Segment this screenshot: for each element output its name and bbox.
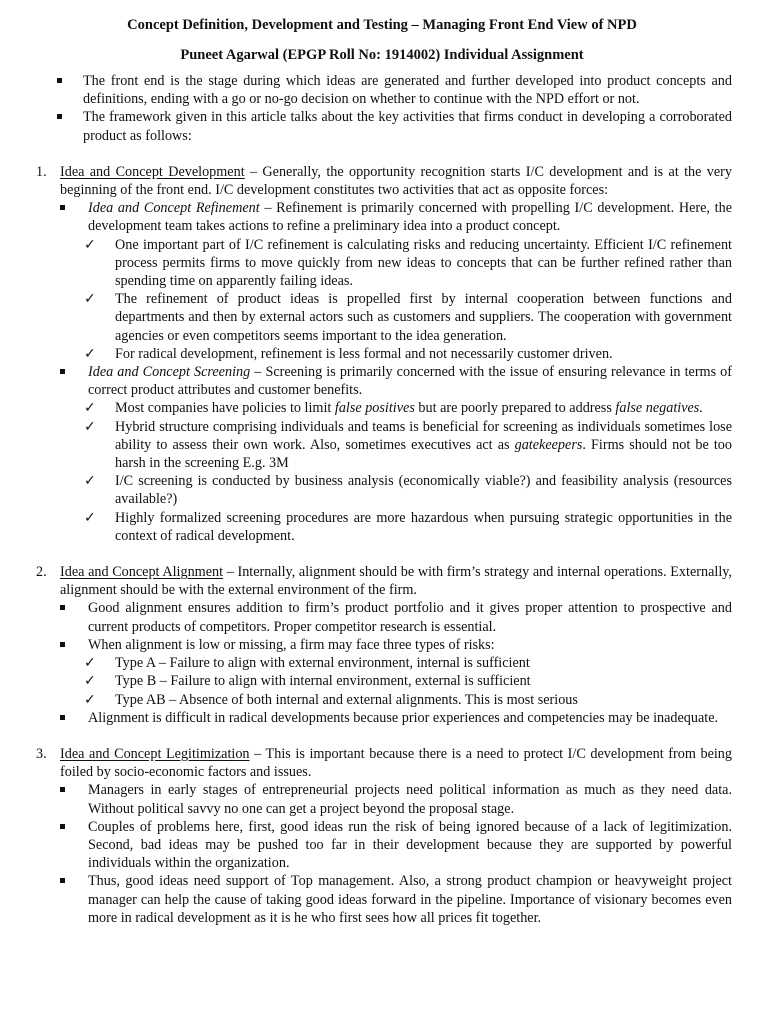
check-icon: ✓ bbox=[84, 691, 96, 708]
check-icon: ✓ bbox=[84, 509, 96, 526]
check-icon: ✓ bbox=[84, 236, 96, 253]
intro-bullet: The front end is the stage during which ideas are generated and further developed into product concepts and definitions, ending with a go or no-go decision on whether to continue with the NPD effort or not. bbox=[32, 72, 732, 108]
alignment-bullet: Alignment is difficult in radical developments because prior experiences and competencies may be inadequate. bbox=[32, 709, 732, 727]
check-icon: ✓ bbox=[84, 400, 96, 417]
legitimization-bullet: Managers in early stages of entrepreneurial projects need political information as much as they need data. Without political savvy no one can get a project beyond the proposal stage. bbox=[32, 781, 732, 817]
section-3: 3. Idea and Concept Legitimization – This is important because there is a need to protect I/C development from being foiled by socio-economic factors and issues. bbox=[36, 745, 732, 781]
alignment-bullet: When alignment is low or missing, a firm may face three types of risks: bbox=[32, 636, 732, 654]
document-title: Concept Definition, Development and Testing – Managing Front End View of NPD bbox=[127, 17, 637, 33]
square-bullet-icon bbox=[60, 715, 65, 720]
check-item: ✓ Highly formalized screening procedures are more hazardous when pursuing strategic opportunities in the context of radical development. bbox=[84, 509, 732, 544]
legitimization-bullet: Couples of problems here, first, good ideas run the risk of being ignored because of a lack of legitimization. Second, bad ideas may be pushed too far in their development because they are supported by powerful individuals within the organization. bbox=[32, 818, 732, 873]
risk-item: ✓ Type B – Failure to align with internal environment, external is sufficient bbox=[84, 673, 531, 690]
section-number: 3. bbox=[36, 745, 47, 762]
square-bullet-icon bbox=[60, 369, 65, 374]
check-icon: ✓ bbox=[84, 473, 96, 490]
section-heading: Idea and Concept Alignment bbox=[60, 564, 224, 581]
check-icon: ✓ bbox=[84, 673, 96, 690]
square-bullet-icon bbox=[60, 878, 65, 883]
legitimization-bullet: Thus, good ideas need support of Top management. Also, a strong product champion or heavyweight project manager can help the cause of taking good ideas forward in the pipeline. Importance of visionary becomes even more in radical development as it is he who first sees how all prices fit together. bbox=[32, 872, 732, 927]
section-heading: Idea and Concept Legitimization bbox=[60, 745, 250, 762]
section-2: 2. Idea and Concept Alignment – Internally, alignment should be with firm’s strategy and internal operations. Externally, alignment should be with the external environment of the firm. bbox=[36, 564, 732, 599]
section-heading: Idea and Concept Development bbox=[60, 163, 245, 180]
refinement-bullet: Idea and Concept Refinement – Refinement is primarily concerned with propelling I/C development. Here, the development team takes actions to refine a preliminary idea into a product concept. bbox=[32, 199, 732, 235]
check-item: ✓ For radical development, refinement is less formal and not necessarily customer driven. bbox=[84, 345, 613, 362]
intro-bullet: The framework given in this article talks about the key activities that firms conduct in developing a corroborated product as follows: bbox=[32, 108, 732, 144]
check-item: ✓ I/C screening is conducted by business analysis (economically viable?) and feasibility analysis (resources available?) bbox=[84, 473, 732, 508]
screening-bullet: Idea and Concept Screening – Screening is primarily concerned with the issue of ensuring relevance in terms of correct product attributes and customer benefits. bbox=[32, 363, 732, 399]
section-number: 1. bbox=[36, 163, 47, 180]
square-bullet-icon bbox=[57, 78, 62, 83]
check-icon: ✓ bbox=[84, 345, 96, 362]
check-item: ✓ Hybrid structure comprising individuals and teams is beneficial for screening as individuals sometimes lose ability to assess their own work. Also, sometimes executives act as gatekeepers. Firms should not be too harsh in the screening E.g. 3M bbox=[84, 418, 732, 472]
square-bullet-icon bbox=[60, 605, 65, 610]
square-bullet-icon bbox=[60, 824, 65, 829]
check-icon: ✓ bbox=[84, 418, 96, 435]
risk-item: ✓ Type A – Failure to align with external environment, internal is sufficient bbox=[84, 655, 530, 672]
section-number: 2. bbox=[36, 564, 47, 581]
check-item: ✓ Most companies have policies to limit false positives but are poorly prepared to address false negatives. bbox=[84, 400, 703, 417]
square-bullet-icon bbox=[57, 114, 62, 119]
document-subtitle: Puneet Agarwal (EPGP Roll No: 1914002) Individual Assignment bbox=[180, 47, 584, 63]
check-item: ✓ One important part of I/C refinement is calculating risks and reducing uncertainty. Efficient I/C refinement process permits firms to move quickly from new ideas to concepts that can be further refined rather than spending time on apparently failing ideas. bbox=[84, 236, 732, 290]
check-icon: ✓ bbox=[84, 291, 96, 308]
square-bullet-icon bbox=[60, 205, 65, 210]
square-bullet-icon bbox=[60, 642, 65, 647]
square-bullet-icon bbox=[60, 787, 65, 792]
alignment-bullet: Good alignment ensures addition to firm’s product portfolio and it gives proper attention to prospective and current products of competitors. Proper competitor research is essential. bbox=[32, 599, 732, 635]
check-icon: ✓ bbox=[84, 655, 96, 672]
risk-item: ✓ Type AB – Absence of both internal and external alignments. This is most serious bbox=[84, 691, 578, 708]
check-item: ✓ The refinement of product ideas is propelled first by internal cooperation between functions and departments and then by external actors such as customers and suppliers. The cooperation with government agencies or even competitors seems important to the idea generation. bbox=[84, 291, 732, 344]
section-1: 1. Idea and Concept Development – Generally, the opportunity recognition starts I/C development and is at the very beginning of the front end. I/C development constitutes two activities that act as opposite forces: bbox=[36, 163, 732, 199]
